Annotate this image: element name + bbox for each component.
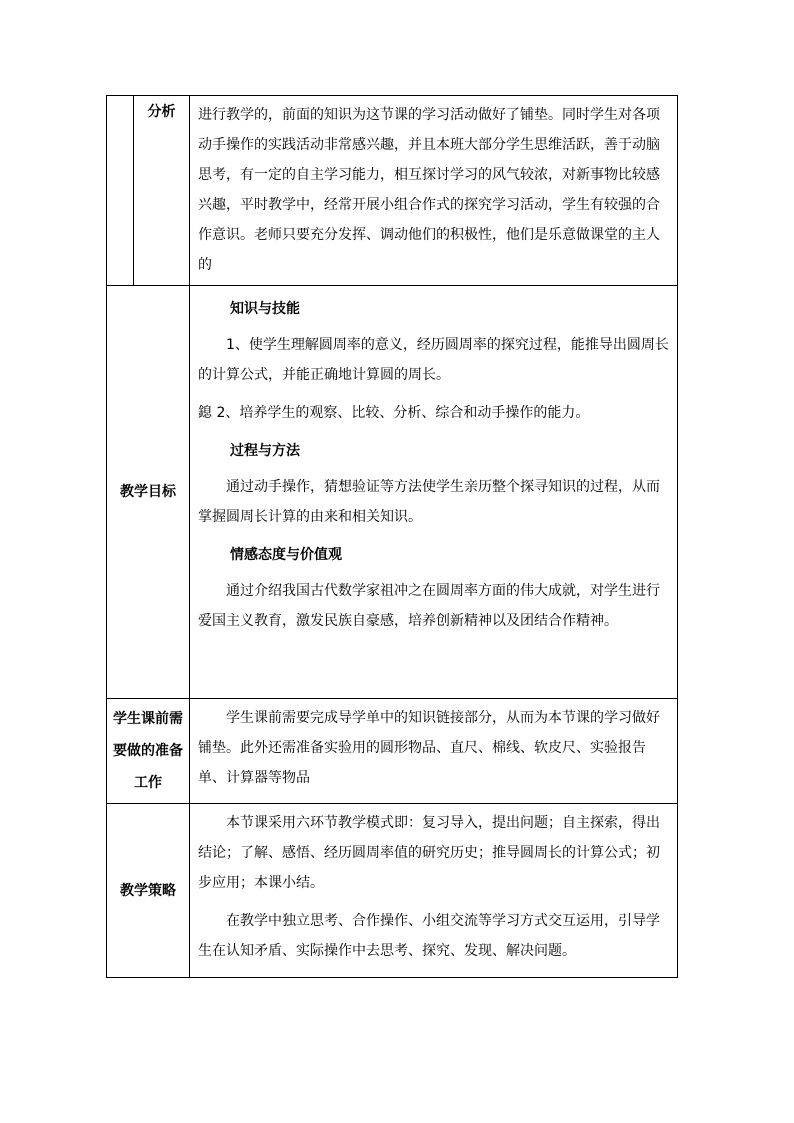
- objective-item-2: 鎴 2、培养学生的观察、比较、分析、综合和动手操作的能力。: [198, 405, 590, 421]
- analysis-content: [190, 96, 678, 286]
- emotion-title: 情感态度与价值观: [230, 547, 342, 563]
- strategy-label: 教学策略: [107, 804, 190, 978]
- analysis-text: 进行教学的，前面的知识为这节课的学习活动做好了铺垫。同时学生对各项动手操作的实践活动非常感兴趣，并且本班大部分学生思维活跃，善于动脑思考，有一定的自主学习能力，相互探讨学习的风气较浓，对新事物比较感兴趣，平时教学中，经常开展小组合作式的探究学习活动，学生有较强的合作意识。老师只要充分发挥、调动他们的积极性，他们是乐意做课堂的主人的: [198, 107, 660, 273]
- objective-item-1: 1、使学生理解圆周率的意义，经历圆周率的探究过程，能推导出圆周长的计算公式，并能正确地计算圆的周长。: [198, 337, 669, 383]
- preparation-label-text: 学生课前需要做的准备工作: [113, 711, 183, 791]
- analysis-spacer-cell: [107, 96, 134, 286]
- emotion-text: 通过介绍我国古代数学家祖冲之在圆周率方面的伟大成就，对学生进行爱国主义教育，激发民族自豪感，培养创新精神以及团结合作精神。: [198, 583, 660, 629]
- objectives-row: [107, 286, 678, 699]
- objectives-content: [190, 286, 678, 699]
- strategy-text-1: 本节课采用六环节教学模式即：复习导入，提出问题；自主探索，得出结论；了解、感悟、经历圆周率值的研究历史；推导圆周长的计算公式；初步应用；本课小结。: [198, 815, 660, 891]
- lesson-plan-table: [106, 95, 678, 978]
- preparation-label: [107, 699, 190, 804]
- preparation-text: 学生课前需要完成导学单中的知识链接部分，从而为本节课的学习做好铺垫。此外还需准备实验用的圆形物品、直尺、棉线、软皮尺、实验报告单、计算器等物品: [198, 710, 660, 786]
- strategy-content: [190, 804, 678, 978]
- objectives-label: 教学目标: [107, 286, 190, 699]
- analysis-row: [107, 96, 678, 286]
- preparation-content: [190, 699, 678, 804]
- strategy-text-2: 在教学中独立思考、合作操作、小组交流等学习方式交互运用，引导学生在认知矛盾、实际操作中去思考、探究、发现、解决问题。: [198, 913, 660, 959]
- analysis-label: 分析: [134, 96, 190, 286]
- process-text: 通过动手操作，猜想验证等方法使学生亲历整个探寻知识的过程，从而掌握圆周长计算的由来和相关知识。: [198, 479, 660, 525]
- process-title: 过程与方法: [230, 443, 300, 459]
- preparation-row: [107, 699, 678, 804]
- strategy-row: [107, 804, 678, 978]
- knowledge-title: 知识与技能: [230, 301, 300, 317]
